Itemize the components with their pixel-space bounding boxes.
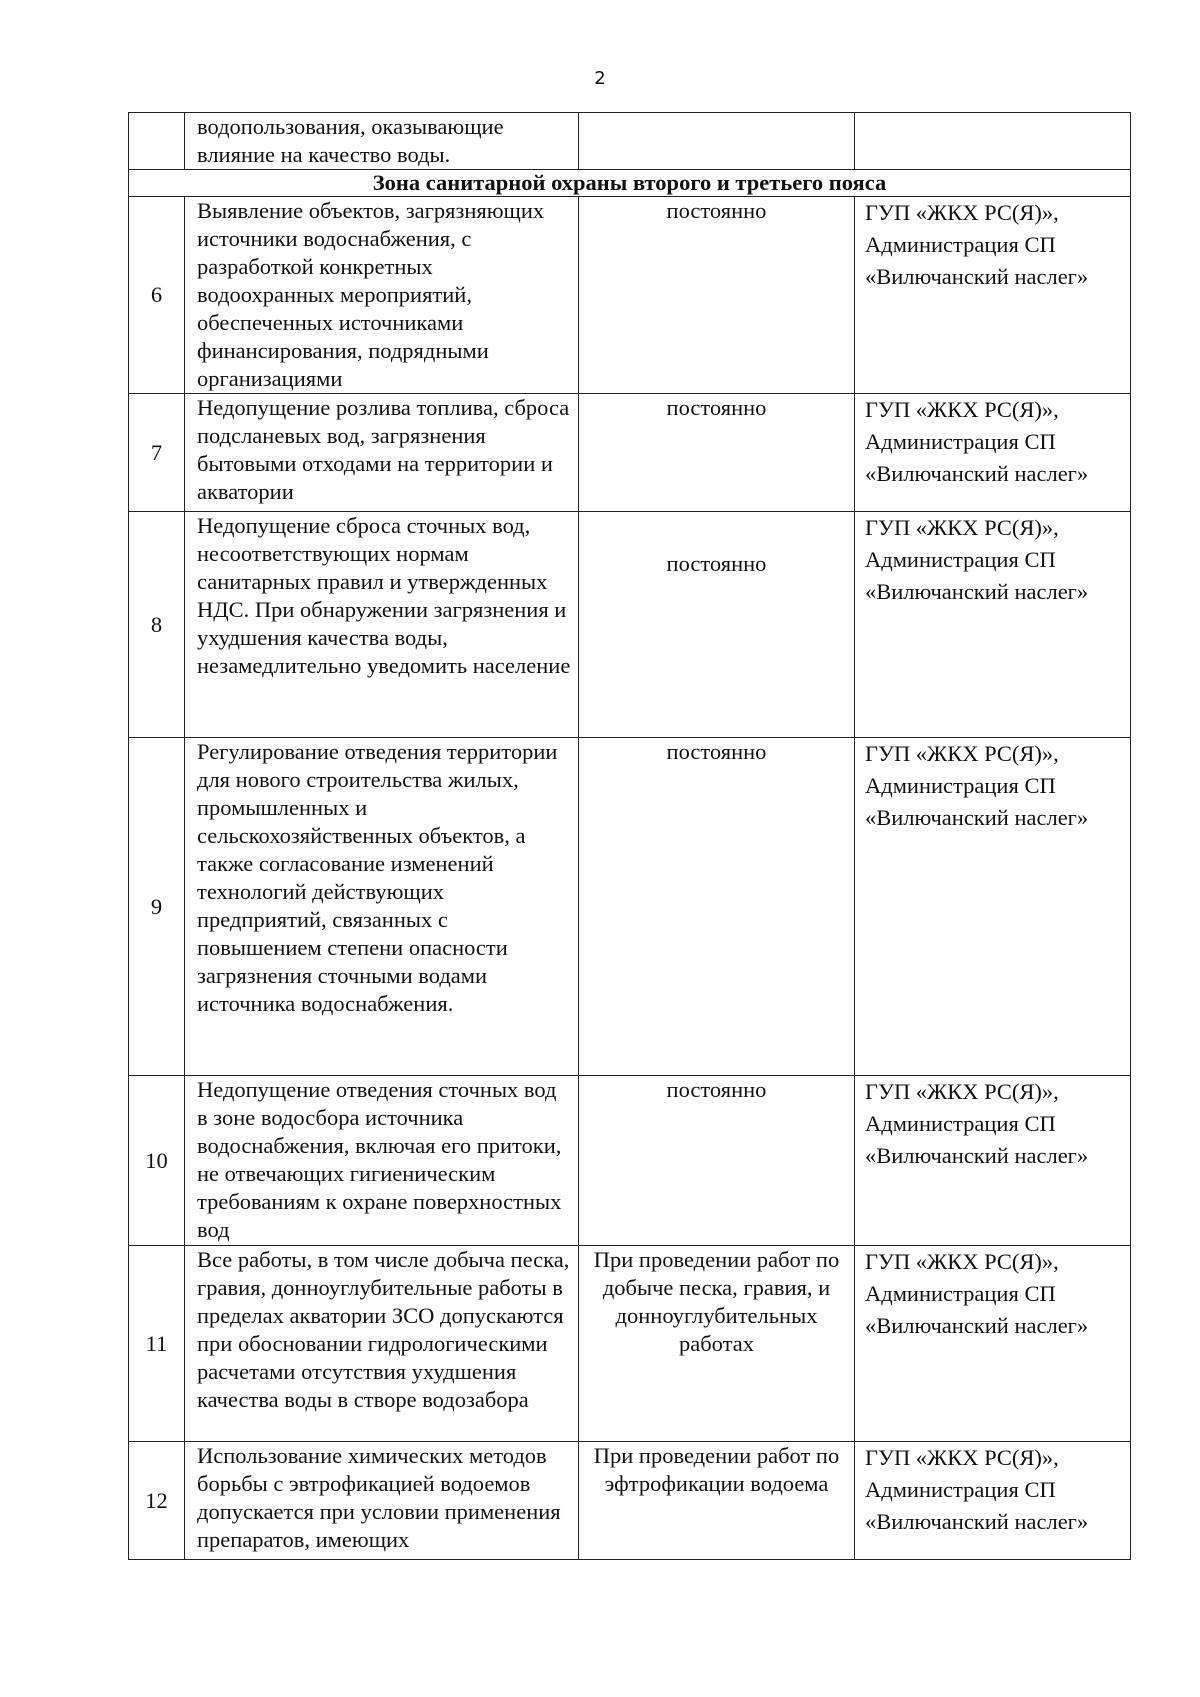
row-number-cell: 8 bbox=[129, 512, 185, 738]
responsible-cell: ГУП «ЖКХ РС(Я)», Администрация СП «Вилючанский наслег» bbox=[855, 738, 1131, 1076]
responsible-cell: ГУП «ЖКХ РС(Я)», Администрация СП «Вилючанский наслег» bbox=[855, 197, 1131, 394]
table-row bbox=[129, 197, 1131, 394]
page-number: 2 bbox=[594, 68, 606, 89]
measure-cell: Все работы, в том числе добыча песка, гравия, донноуглубительные работы в пределах акватории ЗСО допускаются при обосновании гидрологическими расчетами отсутствия ухудшения качества воды в створе водозабора bbox=[185, 1246, 579, 1442]
responsible-cell: ГУП «ЖКХ РС(Я)», Администрация СП «Вилючанский наслег» bbox=[855, 512, 1131, 738]
section-row bbox=[129, 170, 1131, 197]
row-number-cell: 12 bbox=[129, 1442, 185, 1560]
term-cell: постоянно bbox=[579, 1076, 855, 1246]
table-row bbox=[129, 394, 1131, 512]
responsible-cell: ГУП «ЖКХ РС(Я)», Администрация СП «Вилючанский наслег» bbox=[855, 1076, 1131, 1246]
row-number-cell bbox=[129, 113, 185, 170]
term-cell bbox=[579, 113, 855, 170]
measure-cell: водопользования, оказывающие влияние на качество воды. bbox=[185, 113, 579, 170]
measure-cell: Недопущение сброса сточных вод, несоответствующих нормам санитарных правил и утвержденных НДС. При обнаружении загрязнения и ухудшения качества воды, незамедлительно уведомить население bbox=[185, 512, 579, 738]
term-cell: постоянно bbox=[579, 738, 855, 1076]
table-row bbox=[129, 1442, 1131, 1560]
row-number-cell: 9 bbox=[129, 738, 185, 1076]
term-cell: При проведении работ по эфтрофикации водоема bbox=[579, 1442, 855, 1560]
measures-table bbox=[128, 112, 1131, 1560]
row-number-cell: 11 bbox=[129, 1246, 185, 1442]
measure-cell: Использование химических методов борьбы с эвтрофикацией водоемов допускается при условии применения препаратов, имеющих bbox=[185, 1442, 579, 1560]
responsible-cell bbox=[855, 113, 1131, 170]
table-row bbox=[129, 512, 1131, 738]
responsible-cell: ГУП «ЖКХ РС(Я)», Администрация СП «Вилючанский наслег» bbox=[855, 1246, 1131, 1442]
responsible-cell: ГУП «ЖКХ РС(Я)», Администрация СП «Вилючанский наслег» bbox=[855, 1442, 1131, 1560]
term-cell bbox=[579, 512, 855, 738]
row-number-cell: 10 bbox=[129, 1076, 185, 1246]
row-number-cell: 6 bbox=[129, 197, 185, 394]
row-number-cell: 7 bbox=[129, 394, 185, 512]
responsible-cell: ГУП «ЖКХ РС(Я)», Администрация СП «Вилючанский наслег» bbox=[855, 394, 1131, 512]
term-cell: При проведении работ по добыче песка, гравия, и донноуглубительных работах bbox=[579, 1246, 855, 1442]
term-cell: постоянно bbox=[579, 197, 855, 394]
term-text: постоянно bbox=[666, 551, 767, 576]
table-row bbox=[129, 738, 1131, 1076]
measure-cell: Регулирование отведения территории для нового строительства жилых, промышленных и сельскохозяйственных объектов, а также согласование изменений технологий действующих предприятий, связанных с повышением степени опасности загрязнения сточными водами источника водоснабжения. bbox=[185, 738, 579, 1076]
measure-cell: Выявление объектов, загрязняющих источники водоснабжения, с разработкой конкретных водоохранных мероприятий, обеспеченных источниками финансирования, подрядными организациями bbox=[185, 197, 579, 394]
section-title: Зона санитарной охраны второго и третьего пояса bbox=[129, 170, 1131, 197]
table-row bbox=[129, 113, 1131, 170]
term-cell: постоянно bbox=[579, 394, 855, 512]
table-row bbox=[129, 1076, 1131, 1246]
measure-cell: Недопущение отведения сточных вод в зоне водосбора источника водоснабжения, включая его притоки, не отвечающих гигиеническим требованиям к охране поверхностных вод bbox=[185, 1076, 579, 1246]
measure-cell: Недопущение розлива топлива, сброса подсланевых вод, загрязнения бытовыми отходами на территории и акватории bbox=[185, 394, 579, 512]
table-row bbox=[129, 1246, 1131, 1442]
